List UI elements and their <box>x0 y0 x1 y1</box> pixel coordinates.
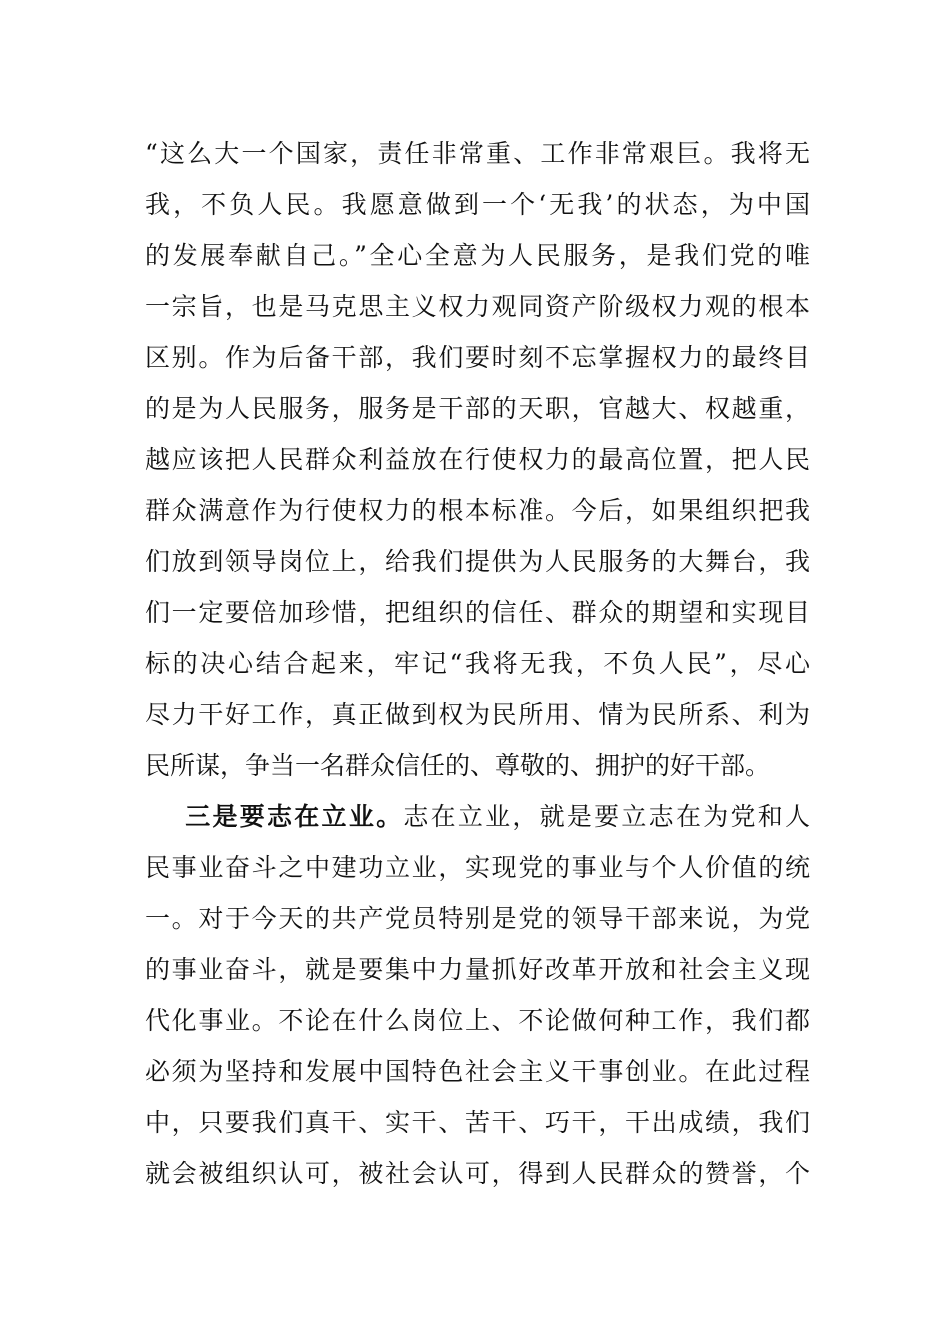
text-line: 民事业奋斗之中建功立业，实现党的事业与个人价值的统 <box>145 853 810 882</box>
text-line: 尽力干好工作，真正做到权为民所用、情为民所系、利为 <box>145 700 810 729</box>
text-line: 越应该把人民群众利益放在行使权力的最高位置，把人民 <box>145 445 810 474</box>
text-line: 的发展奉献自己。”全心全意为人民服务，是我们党的唯 <box>145 241 810 270</box>
text-line: 就会被组织认可，被社会认可，得到人民群众的赞誉，个 <box>145 1159 810 1188</box>
body-text <box>145 128 810 1199</box>
text-line: 我，不负人民。我愿意做到一个‘无我’的状态，为中国 <box>145 190 810 219</box>
section-first-line-text: 志在立业，就是要立志在为党和人 <box>403 802 810 831</box>
section-first-line <box>145 791 810 842</box>
text-line: 一宗旨，也是马克思主义权力观同资产阶级权力观的根本 <box>145 292 810 321</box>
text-line: 民所谋，争当一名群众信任的、尊敬的、拥护的好干部。 <box>145 751 771 780</box>
text-line: 标的决心结合起来，牢记“我将无我，不负人民”，尽心 <box>145 649 810 678</box>
text-line: 区别。作为后备干部，我们要时刻不忘掌握权力的最终目 <box>145 343 810 372</box>
text-line: 群众满意作为行使权力的根本标准。今后，如果组织把我 <box>145 496 810 525</box>
text-line: 代化事业。不论在什么岗位上、不论做何种工作，我们都 <box>145 1006 810 1035</box>
section-heading: 三是要志在立业。 <box>183 802 404 831</box>
text-line: “这么大一个国家，责任非常重、工作非常艰巨。我将无 <box>145 139 810 168</box>
text-line: 必须为坚持和发展中国特色社会主义干事创业。在此过程 <box>145 1057 810 1086</box>
text-line: 的是为人民服务，服务是干部的天职，官越大、权越重， <box>145 394 810 423</box>
text-line: 们一定要倍加珍惜，把组织的信任、群众的期望和实现目 <box>145 598 810 627</box>
text-line: 一。对于今天的共产党员特别是党的领导干部来说，为党 <box>145 904 810 933</box>
text-line: 的事业奋斗，就是要集中力量抓好改革开放和社会主义现 <box>145 955 810 984</box>
text-line: 中，只要我们真干、实干、苦干、巧干，干出成绩，我们 <box>145 1108 810 1137</box>
text-line: 们放到领导岗位上，给我们提供为人民服务的大舞台，我 <box>145 547 810 576</box>
